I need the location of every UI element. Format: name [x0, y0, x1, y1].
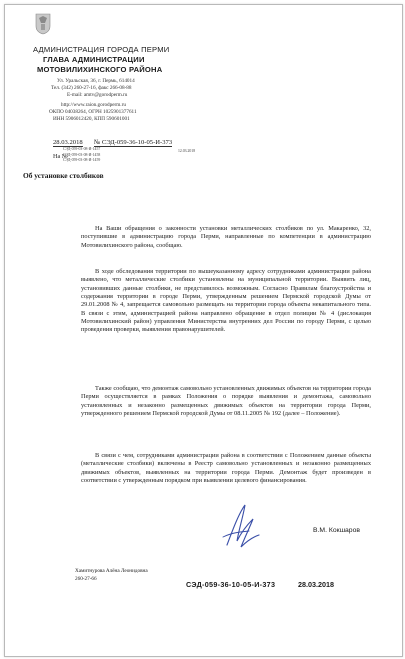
- executor-phone: 260-27-66: [75, 576, 97, 582]
- okpo-ogrn: ОКПО 04038264, ОГРН 1025901377611: [49, 109, 137, 115]
- stamp-date: 12.03.2018: [178, 149, 196, 153]
- body-paragraph-2: В ходе обследования территории по вышеуказанному адресу сотрудниками администрации района выявлено, что металлические столбики установлены на муниципальной территории. Выявить лиц, установивших данные столбики, не представилось возможным. Согласно Правилам благоустройства и содержания территории в городе Перми, утвержденным решением Пермской городской Думы от 29.01.2008 № 4, запрещается самовольно размещать на территории города объекты некапитального типа. В связи с этим, администрацией района направлено обращение в отдел полиции № 4 (дислокация Мотовилихинский район) управления Министерства внутренних дел России по городу Перми, с целью проведения проверки, выявления правонарушителей.: [81, 268, 371, 334]
- coat-of-arms-icon: [35, 13, 51, 35]
- email: E-mail: amtv@gorodperm.ru: [67, 92, 128, 98]
- stamp-line-2: СЭД-059-03-08-И-1458: [63, 153, 101, 157]
- inn-kpp: ИНН 5906012420, КПП 590601001: [53, 116, 130, 122]
- stamp-line-1: СЭД-059-03-08-И-1457: [63, 147, 101, 151]
- signatory-name: В.М. Кокшаров: [313, 527, 360, 534]
- subject: Об установке столбиков: [23, 171, 104, 180]
- letter-page: [4, 4, 403, 657]
- stamp-line-3: СЭД-059-03-08-И-1459: [63, 158, 101, 162]
- org-name-line2: ГЛАВА АДМИНИСТРАЦИИ: [43, 55, 145, 64]
- registration-number: № СЭД-059-36-10-05-И-373: [93, 139, 173, 146]
- document-date: 28.03.2018: [298, 580, 334, 589]
- handwritten-signature: [219, 499, 261, 553]
- body-paragraph-4: В связи с чем, сотрудниками администрации района в соответствии с Положением данные объекты (металлические столбики) включены в Реестр самовольно установленных и незаконно размещенных движимых объектов, выявленных на территории города Перми. Демонтаж будет произведен в соответствии с утвержденным порядком при выявлении целевого финансирования.: [81, 452, 371, 485]
- registration-date: 28.03.2018: [53, 139, 83, 146]
- executor-name: Хамитнурова Алёна Леонидовна: [75, 568, 148, 574]
- body-paragraph-1: На Ваши обращения о законности установки металлических столбиков по ул. Макаренко, 32, поступившие в администрацию города Перми, направленные по компетенции в администрацию Мотовилихинского района, сообщаю.: [81, 225, 371, 249]
- org-name-line1: АДМИНИСТРАЦИЯ ГОРОДА ПЕРМИ: [33, 45, 170, 54]
- address: Ул. Уральская, 36, г. Пермь, 614014: [57, 78, 135, 84]
- website: http://www.raion.gorodperm.ru: [61, 102, 126, 108]
- body-paragraph-3: Также сообщаю, что демонтаж самовольно установленных движимых объектов на территории города Перми осуществляется в рамках Положения о порядке выявления и демонтажа, самовольно установленных и незаконно размещенных движимых объектов на территории города Перми, утвержденного решением Пермской городской Думы от 08.11.2005 № 192 (далее – Положение).: [81, 385, 371, 418]
- reply-ref-prefix: На №: [53, 153, 68, 160]
- registration-line: [53, 139, 172, 147]
- phone: Тел. (342) 260-27-16, факс 266-08-88: [51, 85, 132, 91]
- org-name-line3: МОТОВИЛИХИНСКОГО РАЙОНА: [37, 65, 163, 74]
- document-number: СЭД-059-36-10-05-И-373: [186, 580, 276, 589]
